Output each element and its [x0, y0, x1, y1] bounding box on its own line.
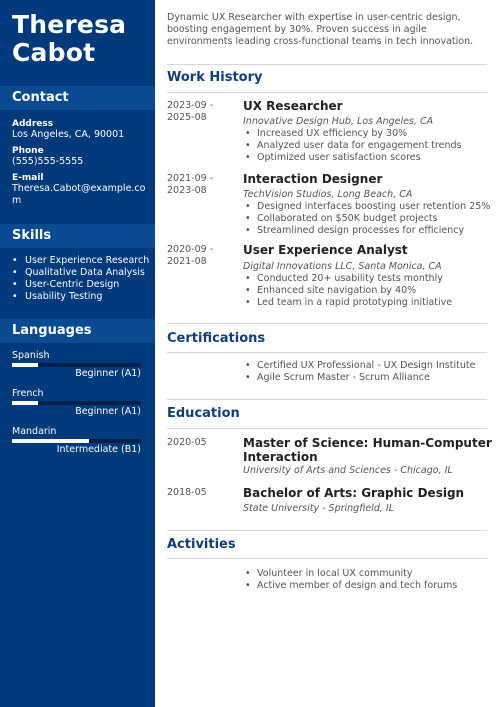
- language-proficiency-bar: [12, 363, 141, 367]
- education-date: 2020-05: [167, 437, 207, 448]
- skill-item: • User-Centric Design: [12, 279, 152, 291]
- job-title: User Experience Analyst: [243, 243, 408, 257]
- education-date: 2018-05: [167, 487, 207, 498]
- divider: [167, 352, 487, 353]
- job-start: 2020-09 -: [167, 244, 214, 255]
- activities-heading: Activities: [167, 537, 236, 552]
- language-name: Spanish: [12, 350, 50, 361]
- list-item: • Increased UX efficiency by 30%: [243, 128, 493, 140]
- list-item: • Analyzed user data for engagement trends: [243, 140, 493, 152]
- divider: [167, 399, 487, 400]
- job-title: UX Researcher: [243, 99, 343, 113]
- certifications-list: [243, 360, 493, 384]
- job-bullets: [243, 128, 493, 164]
- job-end: 2023-08: [167, 185, 207, 196]
- job-end: 2025-08: [167, 112, 207, 123]
- phone-value: (555)555-5555: [12, 156, 84, 167]
- work-history-heading: Work History: [167, 70, 263, 85]
- skills-heading: Skills: [12, 228, 52, 243]
- job-bullets: [243, 273, 493, 309]
- email-label: E-mail: [12, 173, 44, 183]
- activities-list: [243, 568, 493, 592]
- language-proficiency-bar: [12, 401, 141, 405]
- language-level: Intermediate (B1): [56, 444, 141, 455]
- language-proficiency-fill: [12, 401, 38, 405]
- professional-summary: Dynamic UX Researcher with expertise in user-centric design, boosting engagement by 30%. Proven success in agile environments leading cross-functional teams in tech innovation.: [167, 12, 474, 47]
- contact-heading: Contact: [12, 90, 69, 105]
- list-item: • Collaborated on $50K budget projects: [243, 213, 493, 225]
- education-heading: Education: [167, 406, 240, 421]
- certifications-heading: Certifications: [167, 331, 266, 346]
- job-title: Interaction Designer: [243, 172, 383, 186]
- job-organization: TechVision Studios, Long Beach, CA: [243, 189, 413, 200]
- divider: [167, 530, 487, 531]
- address-value: Los Angeles, CA, 90001: [12, 129, 125, 140]
- job-organization: Digital Innovations LLC, Santa Monica, CA: [243, 261, 442, 272]
- person-name: [12, 11, 152, 67]
- list-item: • Conducted 20+ usability tests monthly: [243, 273, 493, 285]
- job-start: 2021-09 -: [167, 173, 214, 184]
- language-proficiency-fill: [12, 439, 89, 443]
- education-school: University of Arts and Sciences - Chicago, IL: [243, 465, 453, 476]
- language-name: Mandarin: [12, 426, 57, 437]
- job-date: [167, 100, 237, 124]
- skill-item: • User Experience Research: [12, 255, 152, 267]
- address-label: Address: [12, 119, 54, 129]
- education-degree: Bachelor of Arts: Graphic Design: [243, 486, 465, 500]
- divider: [167, 323, 487, 324]
- job-start: 2023-09 -: [167, 100, 214, 111]
- list-item: • Designed interfaces boosting user retention 25%: [243, 201, 493, 213]
- job-date: [167, 173, 237, 197]
- job-organization: Innovative Design Hub, Los Angeles, CA: [243, 116, 434, 127]
- first-name: Theresa: [12, 10, 127, 39]
- phone-label: Phone: [12, 146, 44, 156]
- skill-item: • Usability Testing: [12, 291, 152, 303]
- list-item: • Volunteer in local UX community: [243, 568, 493, 580]
- language-proficiency-fill: [12, 363, 38, 367]
- sidebar: [0, 0, 155, 707]
- languages-heading: Languages: [12, 323, 92, 338]
- education-school: State University - Springfield, IL: [243, 503, 394, 514]
- job-end: 2021-08: [167, 256, 207, 267]
- list-item: • Enhanced site navigation by 40%: [243, 285, 493, 297]
- list-item: • Streamlined design processes for efficiency: [243, 225, 493, 237]
- divider: [167, 428, 487, 429]
- divider: [167, 92, 487, 93]
- divider: [167, 558, 487, 559]
- language-name: French: [12, 388, 44, 399]
- list-item: • Optimized user satisfaction scores: [243, 152, 493, 164]
- email-value: Theresa.Cabot@example.com: [12, 183, 146, 206]
- main-column: [155, 0, 500, 707]
- last-name: Cabot: [12, 38, 96, 67]
- list-item: • Led team in a rapid prototyping initiative: [243, 297, 493, 309]
- job-bullets: [243, 201, 493, 237]
- language-proficiency-bar: [12, 439, 141, 443]
- list-item: • Agile Scrum Master - Scrum Alliance: [243, 372, 493, 384]
- divider: [167, 64, 487, 65]
- job-date: [167, 244, 237, 268]
- language-level: Beginner (A1): [75, 368, 141, 379]
- education-degree: Master of Science: Human-Computer Interaction: [243, 436, 492, 464]
- list-item: • Active member of design and tech forums: [243, 580, 493, 592]
- list-item: • Certified UX Professional - UX Design Institute: [243, 360, 493, 372]
- language-level: Beginner (A1): [75, 406, 141, 417]
- skills-list: [12, 255, 152, 303]
- skill-item: • Qualitative Data Analysis: [12, 267, 152, 279]
